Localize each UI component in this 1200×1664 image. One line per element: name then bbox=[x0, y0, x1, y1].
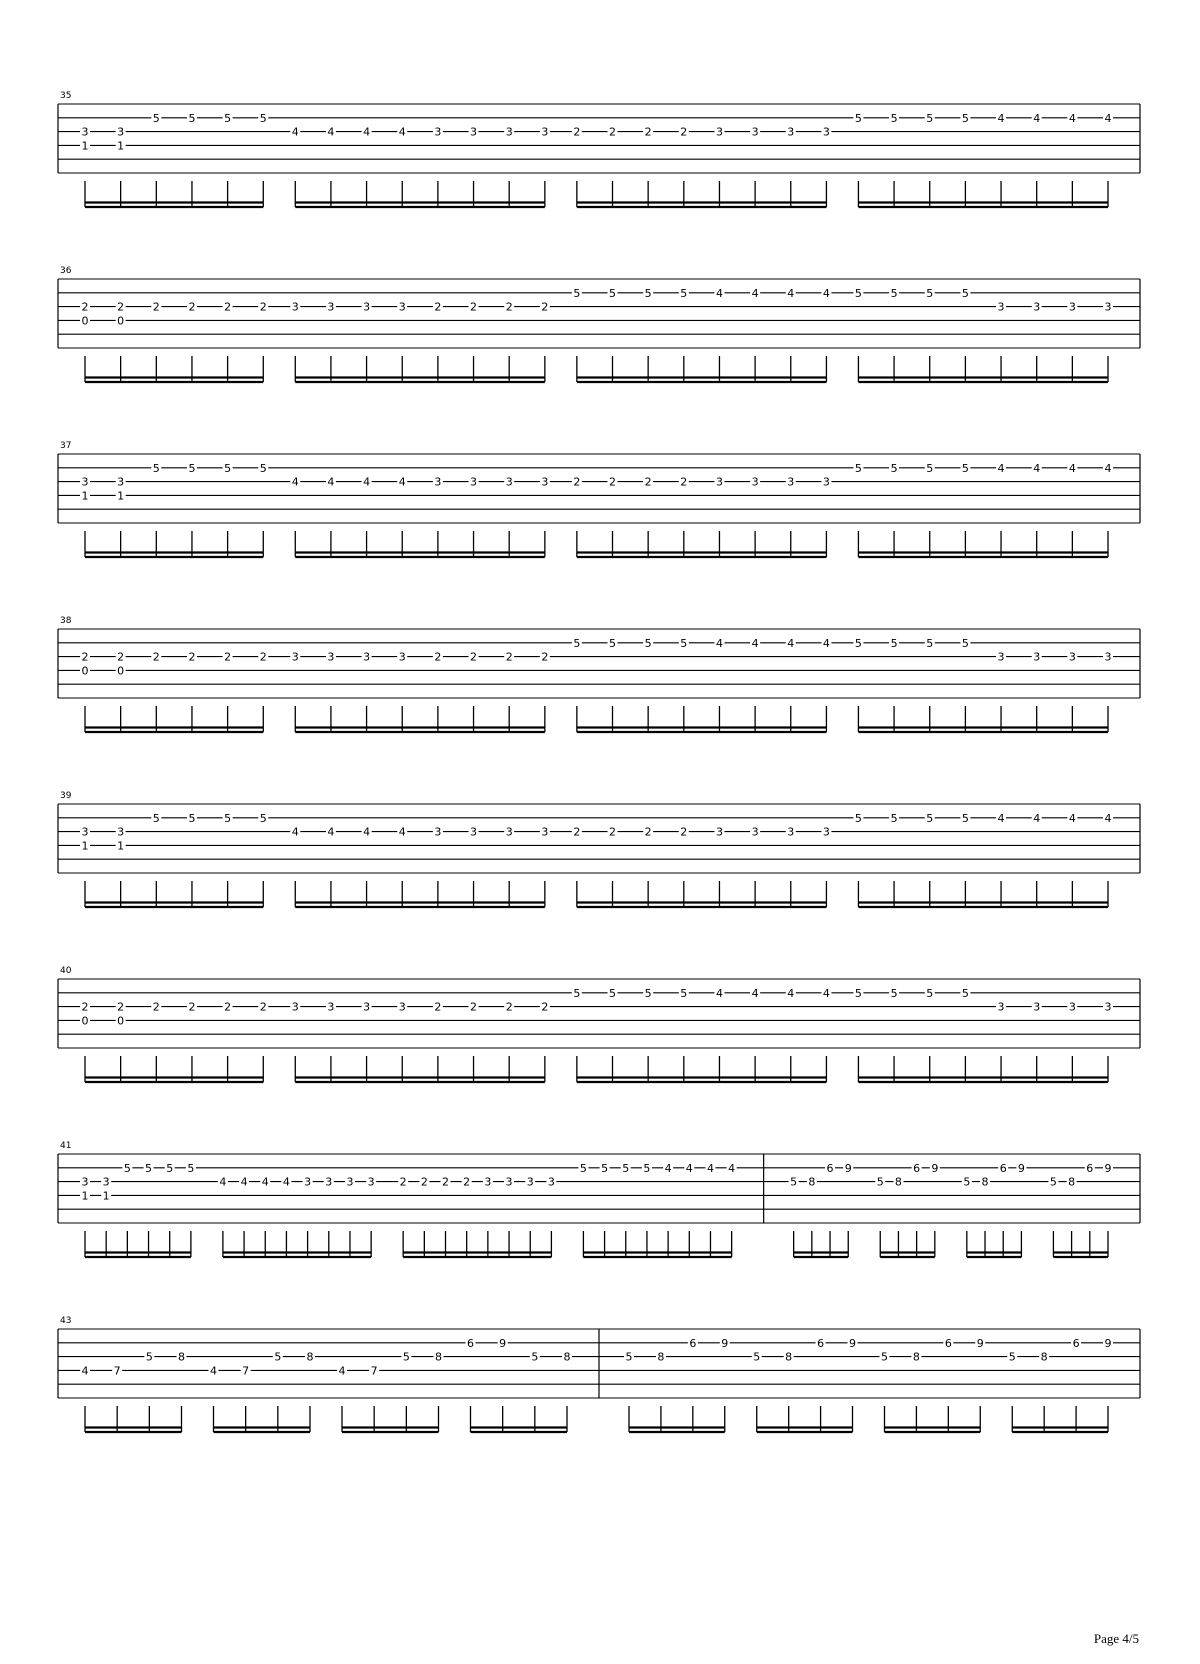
fret-number: 4 bbox=[291, 125, 299, 139]
fret-number: 4 bbox=[81, 1364, 89, 1378]
fret-number: 5 bbox=[224, 811, 232, 825]
fret-number: 5 bbox=[890, 111, 898, 125]
fret-number: 2 bbox=[442, 1175, 450, 1189]
fret-number: 3 bbox=[541, 825, 549, 839]
fret-number: 5 bbox=[644, 636, 652, 650]
fret-number: 3 bbox=[787, 825, 795, 839]
fret-number: 2 bbox=[644, 125, 652, 139]
fret-number: 4 bbox=[728, 1161, 736, 1175]
fret-number: 5 bbox=[274, 1350, 282, 1364]
fret-number: 2 bbox=[224, 300, 232, 314]
fret-number: 5 bbox=[1049, 1175, 1057, 1189]
fret-number: 2 bbox=[399, 1175, 407, 1189]
fret-number: 3 bbox=[822, 125, 830, 139]
fret-number: 3 bbox=[541, 475, 549, 489]
fret-number: 0 bbox=[117, 314, 125, 328]
fret-number: 9 bbox=[1104, 1336, 1112, 1350]
fret-number: 4 bbox=[751, 636, 759, 650]
fret-number: 2 bbox=[224, 1000, 232, 1014]
fret-number: 3 bbox=[526, 1175, 534, 1189]
fret-number: 5 bbox=[961, 986, 969, 1000]
fret-number: 5 bbox=[926, 986, 934, 1000]
fret-number: 4 bbox=[363, 125, 371, 139]
fret-number: 5 bbox=[644, 986, 652, 1000]
fret-number: 5 bbox=[259, 461, 267, 475]
fret-number: 1 bbox=[81, 1189, 89, 1203]
fret-number: 4 bbox=[715, 986, 723, 1000]
fret-number: 5 bbox=[224, 111, 232, 125]
fret-number: 3 bbox=[822, 825, 830, 839]
fret-number: 2 bbox=[680, 475, 688, 489]
fret-number: 4 bbox=[291, 825, 299, 839]
fret-number: 2 bbox=[434, 300, 442, 314]
fret-number: 5 bbox=[926, 636, 934, 650]
tab-system bbox=[58, 966, 1140, 1082]
fret-number: 3 bbox=[1104, 300, 1112, 314]
fret-number: 5 bbox=[622, 1161, 630, 1175]
fret-number: 2 bbox=[573, 825, 581, 839]
tab-system bbox=[58, 441, 1140, 557]
fret-number: 5 bbox=[790, 1175, 798, 1189]
fret-number: 9 bbox=[1017, 1161, 1025, 1175]
fret-number: 4 bbox=[1104, 811, 1112, 825]
fret-number: 2 bbox=[680, 825, 688, 839]
fret-number: 4 bbox=[787, 986, 795, 1000]
fret-number: 3 bbox=[291, 1000, 299, 1014]
tab-system bbox=[58, 266, 1140, 382]
fret-number: 5 bbox=[854, 111, 862, 125]
fret-number: 1 bbox=[81, 139, 89, 153]
fret-number: 5 bbox=[890, 636, 898, 650]
fret-number: 2 bbox=[644, 475, 652, 489]
fret-number: 4 bbox=[997, 461, 1005, 475]
fret-number: 5 bbox=[926, 461, 934, 475]
fret-number: 2 bbox=[224, 650, 232, 664]
fret-number: 6 bbox=[999, 1161, 1007, 1175]
fret-number: 4 bbox=[338, 1364, 346, 1378]
fret-number: 3 bbox=[367, 1175, 375, 1189]
fret-number: 2 bbox=[463, 1175, 471, 1189]
fret-number: 2 bbox=[470, 1000, 478, 1014]
fret-number: 3 bbox=[1033, 650, 1041, 664]
fret-number: 6 bbox=[913, 1161, 921, 1175]
fret-number: 8 bbox=[981, 1175, 989, 1189]
fret-number: 4 bbox=[664, 1161, 672, 1175]
fret-number: 5 bbox=[926, 111, 934, 125]
fret-number: 2 bbox=[470, 300, 478, 314]
fret-number: 4 bbox=[715, 636, 723, 650]
fret-number: 2 bbox=[117, 300, 125, 314]
fret-number: 4 bbox=[751, 986, 759, 1000]
fret-number: 3 bbox=[751, 475, 759, 489]
fret-number: 2 bbox=[152, 650, 160, 664]
fret-number: 4 bbox=[822, 286, 830, 300]
fret-number: 3 bbox=[117, 125, 125, 139]
fret-number: 7 bbox=[242, 1364, 250, 1378]
fret-number: 3 bbox=[102, 1175, 110, 1189]
bar-number: 39 bbox=[60, 791, 72, 801]
fret-number: 8 bbox=[785, 1350, 793, 1364]
fret-number: 5 bbox=[609, 636, 616, 650]
fret-number: 4 bbox=[398, 125, 406, 139]
fret-number: 3 bbox=[715, 825, 723, 839]
fret-number: 6 bbox=[689, 1336, 697, 1350]
fret-number: 3 bbox=[434, 825, 442, 839]
fret-number: 2 bbox=[81, 1000, 89, 1014]
fret-number: 2 bbox=[420, 1175, 428, 1189]
fret-number: 3 bbox=[751, 825, 759, 839]
fret-number: 7 bbox=[113, 1364, 121, 1378]
fret-number: 5 bbox=[963, 1175, 971, 1189]
fret-number: 3 bbox=[346, 1175, 354, 1189]
fret-number: 5 bbox=[601, 1161, 609, 1175]
fret-number: 5 bbox=[680, 286, 688, 300]
fret-number: 4 bbox=[1033, 811, 1041, 825]
fret-number: 2 bbox=[259, 1000, 267, 1014]
fret-number: 0 bbox=[81, 314, 89, 328]
fret-number: 4 bbox=[787, 286, 795, 300]
fret-number: 4 bbox=[751, 286, 759, 300]
tab-system bbox=[58, 1316, 1140, 1432]
fret-number: 2 bbox=[609, 825, 616, 839]
fret-number: 3 bbox=[327, 300, 335, 314]
fret-number: 4 bbox=[1068, 811, 1076, 825]
fret-number: 3 bbox=[715, 125, 723, 139]
fret-number: 5 bbox=[890, 286, 898, 300]
fret-number: 4 bbox=[787, 636, 795, 650]
fret-number: 5 bbox=[609, 986, 616, 1000]
fret-number: 5 bbox=[123, 1161, 131, 1175]
bar-number: 38 bbox=[60, 616, 72, 626]
fret-number: 3 bbox=[787, 125, 795, 139]
fret-number: 3 bbox=[1068, 1000, 1076, 1014]
fret-number: 2 bbox=[573, 125, 581, 139]
fret-number: 5 bbox=[224, 461, 232, 475]
fret-number: 5 bbox=[926, 811, 934, 825]
fret-number: 4 bbox=[398, 825, 406, 839]
fret-number: 2 bbox=[117, 1000, 125, 1014]
fret-number: 3 bbox=[81, 475, 89, 489]
fret-number: 7 bbox=[370, 1364, 378, 1378]
fret-number: 3 bbox=[434, 475, 442, 489]
fret-number: 5 bbox=[188, 811, 196, 825]
fret-number: 6 bbox=[1086, 1161, 1094, 1175]
fret-number: 5 bbox=[961, 461, 969, 475]
fret-number: 6 bbox=[1072, 1336, 1080, 1350]
fret-number: 4 bbox=[997, 111, 1005, 125]
fret-number: 1 bbox=[81, 489, 89, 503]
fret-number: 3 bbox=[304, 1175, 312, 1189]
fret-number: 3 bbox=[1033, 300, 1041, 314]
fret-number: 5 bbox=[573, 286, 581, 300]
fret-number: 2 bbox=[573, 475, 581, 489]
fret-number: 3 bbox=[505, 475, 513, 489]
fret-number: 2 bbox=[541, 1000, 549, 1014]
fret-number: 3 bbox=[715, 475, 723, 489]
fret-number: 8 bbox=[1068, 1175, 1076, 1189]
fret-number: 5 bbox=[961, 636, 969, 650]
fret-number: 5 bbox=[152, 811, 160, 825]
fret-number: 4 bbox=[997, 811, 1005, 825]
fret-number: 5 bbox=[579, 1161, 587, 1175]
fret-number: 2 bbox=[259, 300, 267, 314]
fret-number: 2 bbox=[188, 300, 196, 314]
fret-number: 5 bbox=[609, 286, 616, 300]
fret-number: 3 bbox=[1104, 1000, 1112, 1014]
page-number: Page 4/5 bbox=[1093, 1631, 1139, 1646]
fret-number: 3 bbox=[363, 650, 371, 664]
fret-number: 8 bbox=[657, 1350, 665, 1364]
fret-number: 6 bbox=[826, 1161, 834, 1175]
fret-number: 5 bbox=[680, 986, 688, 1000]
fret-number: 4 bbox=[715, 286, 723, 300]
fret-number: 3 bbox=[398, 650, 406, 664]
fret-number: 3 bbox=[1068, 650, 1076, 664]
bar-number: 40 bbox=[60, 966, 72, 976]
fret-number: 9 bbox=[844, 1161, 852, 1175]
fret-number: 4 bbox=[327, 475, 335, 489]
fret-number: 3 bbox=[363, 1000, 371, 1014]
fret-number: 4 bbox=[327, 825, 335, 839]
fret-number: 0 bbox=[117, 664, 125, 678]
fret-number: 4 bbox=[822, 986, 830, 1000]
fret-number: 2 bbox=[152, 300, 160, 314]
fret-number: 5 bbox=[961, 811, 969, 825]
fret-number: 5 bbox=[881, 1350, 888, 1364]
fret-number: 4 bbox=[706, 1161, 714, 1175]
fret-number: 3 bbox=[470, 475, 478, 489]
fret-number: 9 bbox=[931, 1161, 939, 1175]
fret-number: 3 bbox=[327, 1000, 335, 1014]
fret-number: 5 bbox=[145, 1161, 153, 1175]
fret-number: 5 bbox=[890, 986, 898, 1000]
fret-number: 6 bbox=[944, 1336, 952, 1350]
fret-number: 4 bbox=[1068, 111, 1076, 125]
fret-number: 2 bbox=[117, 650, 125, 664]
fret-number: 3 bbox=[1033, 1000, 1041, 1014]
fret-number: 4 bbox=[822, 636, 830, 650]
fret-number: 4 bbox=[261, 1175, 269, 1189]
fret-number: 8 bbox=[912, 1350, 920, 1364]
fret-number: 5 bbox=[1008, 1350, 1016, 1364]
fret-number: 3 bbox=[291, 300, 299, 314]
fret-number: 3 bbox=[541, 125, 549, 139]
fret-number: 5 bbox=[876, 1175, 884, 1189]
fret-number: 8 bbox=[894, 1175, 902, 1189]
bar-number: 36 bbox=[60, 266, 72, 276]
fret-number: 1 bbox=[117, 839, 125, 853]
fret-number: 6 bbox=[467, 1336, 474, 1350]
fret-number: 3 bbox=[117, 825, 125, 839]
fret-number: 8 bbox=[306, 1350, 314, 1364]
fret-number: 3 bbox=[117, 475, 125, 489]
fret-number: 4 bbox=[219, 1175, 227, 1189]
fret-number: 5 bbox=[753, 1350, 761, 1364]
fret-number: 5 bbox=[188, 111, 196, 125]
fret-number: 4 bbox=[1104, 461, 1112, 475]
fret-number: 9 bbox=[1104, 1161, 1112, 1175]
tab-system bbox=[58, 1141, 1140, 1257]
fret-number: 4 bbox=[1033, 111, 1041, 125]
fret-number: 5 bbox=[926, 286, 934, 300]
fret-number: 5 bbox=[680, 636, 688, 650]
fret-number: 3 bbox=[434, 125, 442, 139]
fret-number: 4 bbox=[363, 475, 371, 489]
bar-number: 43 bbox=[60, 1316, 72, 1326]
fret-number: 4 bbox=[1033, 461, 1041, 475]
fret-number: 5 bbox=[152, 461, 160, 475]
fret-number: 9 bbox=[721, 1336, 729, 1350]
fret-number: 4 bbox=[398, 475, 406, 489]
fret-number: 5 bbox=[573, 636, 581, 650]
bar-number: 41 bbox=[60, 1141, 72, 1151]
fret-number: 3 bbox=[325, 1175, 333, 1189]
fret-number: 5 bbox=[187, 1161, 195, 1175]
fret-number: 9 bbox=[976, 1336, 984, 1350]
fret-number: 5 bbox=[152, 111, 160, 125]
fret-number: 5 bbox=[890, 811, 898, 825]
fret-number: 3 bbox=[363, 300, 371, 314]
fret-number: 4 bbox=[327, 125, 335, 139]
fret-number: 2 bbox=[470, 650, 478, 664]
fret-number: 3 bbox=[505, 825, 513, 839]
fret-number: 3 bbox=[81, 1175, 89, 1189]
fret-number: 2 bbox=[81, 650, 89, 664]
fret-number: 2 bbox=[434, 650, 442, 664]
fret-number: 3 bbox=[470, 825, 478, 839]
fret-number: 5 bbox=[531, 1350, 539, 1364]
fret-number: 1 bbox=[102, 1189, 110, 1203]
fret-number: 2 bbox=[644, 825, 652, 839]
fret-number: 3 bbox=[505, 125, 513, 139]
bar-number: 35 bbox=[60, 91, 72, 101]
fret-number: 8 bbox=[435, 1350, 442, 1364]
fret-number: 2 bbox=[505, 650, 513, 664]
fret-number: 3 bbox=[398, 300, 406, 314]
fret-number: 2 bbox=[434, 1000, 442, 1014]
fret-number: 0 bbox=[81, 1014, 89, 1028]
fret-number: 5 bbox=[259, 811, 267, 825]
fret-number: 6 bbox=[817, 1336, 825, 1350]
fret-number: 4 bbox=[685, 1161, 693, 1175]
tab-system bbox=[58, 616, 1140, 732]
fret-number: 3 bbox=[1068, 300, 1076, 314]
fret-number: 8 bbox=[1040, 1350, 1048, 1364]
fret-number: 4 bbox=[1104, 111, 1112, 125]
fret-number: 0 bbox=[117, 1014, 125, 1028]
fret-number: 3 bbox=[997, 1000, 1005, 1014]
fret-number: 5 bbox=[854, 986, 862, 1000]
fret-number: 5 bbox=[573, 986, 581, 1000]
fret-number: 2 bbox=[609, 125, 616, 139]
fret-number: 5 bbox=[961, 111, 969, 125]
tab-system bbox=[58, 91, 1140, 207]
fret-number: 5 bbox=[854, 286, 862, 300]
fret-number: 3 bbox=[997, 300, 1005, 314]
fret-number: 5 bbox=[961, 286, 969, 300]
fret-number: 5 bbox=[854, 811, 862, 825]
fret-number: 9 bbox=[499, 1336, 507, 1350]
fret-number: 3 bbox=[81, 125, 89, 139]
fret-number: 3 bbox=[505, 1175, 513, 1189]
fret-number: 2 bbox=[188, 1000, 196, 1014]
fret-number: 1 bbox=[117, 139, 125, 153]
fret-number: 2 bbox=[505, 300, 513, 314]
fret-number: 5 bbox=[854, 636, 862, 650]
fret-number: 5 bbox=[643, 1161, 651, 1175]
fret-number: 3 bbox=[547, 1175, 555, 1189]
fret-number: 3 bbox=[751, 125, 759, 139]
fret-number: 4 bbox=[240, 1175, 248, 1189]
fret-number: 3 bbox=[484, 1175, 492, 1189]
fret-number: 2 bbox=[188, 650, 196, 664]
fret-number: 5 bbox=[890, 461, 898, 475]
fret-number: 3 bbox=[81, 825, 89, 839]
fret-number: 2 bbox=[81, 300, 89, 314]
fret-number: 4 bbox=[291, 475, 299, 489]
fret-number: 8 bbox=[808, 1175, 816, 1189]
fret-number: 5 bbox=[854, 461, 862, 475]
fret-number: 8 bbox=[563, 1350, 571, 1364]
fret-number: 1 bbox=[117, 489, 125, 503]
fret-number: 2 bbox=[152, 1000, 160, 1014]
fret-number: 9 bbox=[849, 1336, 856, 1350]
fret-number: 5 bbox=[259, 111, 267, 125]
fret-number: 3 bbox=[997, 650, 1005, 664]
fret-number: 4 bbox=[363, 825, 371, 839]
fret-number: 3 bbox=[787, 475, 795, 489]
fret-number: 3 bbox=[327, 650, 335, 664]
fret-number: 5 bbox=[402, 1350, 410, 1364]
fret-number: 2 bbox=[609, 475, 616, 489]
tab-system bbox=[58, 791, 1140, 907]
fret-number: 2 bbox=[505, 1000, 513, 1014]
bar-number: 37 bbox=[60, 441, 72, 451]
fret-number: 4 bbox=[282, 1175, 290, 1189]
fret-number: 3 bbox=[398, 1000, 406, 1014]
fret-number: 3 bbox=[822, 475, 830, 489]
fret-number: 3 bbox=[1104, 650, 1112, 664]
fret-number: 2 bbox=[541, 300, 549, 314]
fret-number: 2 bbox=[680, 125, 688, 139]
fret-number: 0 bbox=[81, 664, 89, 678]
fret-number: 1 bbox=[81, 839, 89, 853]
fret-number: 3 bbox=[291, 650, 299, 664]
fret-number: 5 bbox=[644, 286, 652, 300]
fret-number: 2 bbox=[259, 650, 267, 664]
fret-number: 4 bbox=[1068, 461, 1076, 475]
fret-number: 5 bbox=[145, 1350, 153, 1364]
fret-number: 5 bbox=[625, 1350, 633, 1364]
fret-number: 4 bbox=[210, 1364, 217, 1378]
fret-number: 2 bbox=[541, 650, 549, 664]
fret-number: 8 bbox=[178, 1350, 185, 1364]
fret-number: 5 bbox=[188, 461, 196, 475]
fret-number: 5 bbox=[166, 1161, 174, 1175]
fret-number: 3 bbox=[470, 125, 478, 139]
